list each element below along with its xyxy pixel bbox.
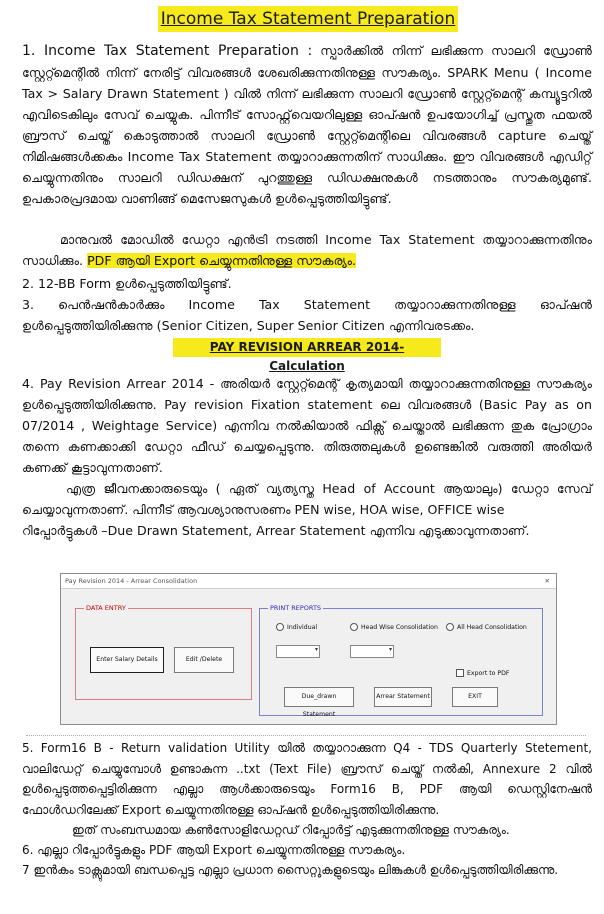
radio-individual[interactable]	[276, 623, 317, 631]
radio-head-wise-label: Head Wise Consolidation	[361, 623, 438, 631]
paragraph-4b: എത്ര ജീവനക്കാരുടെയും ( ഏത് വ്യത്യസ്ത Head of Account ആയാലും) ഡേറ്റാ സേവ് ചെയ്യാവുന്നതാണ്. പിന്നീട് ആവശ്യാനുസരണം PEN wise, HOA wise, OFFICE wise	[22, 481, 592, 517]
paragraph-4c: റിപ്പോർട്ടുകൾ –Due Drawn Statement, Arrear Statement എന്നിവ എടുക്കാവുന്നതാണ്.	[22, 523, 530, 538]
arrear-statement-button[interactable]: Arrear Statement	[374, 687, 432, 707]
data-entry-label: DATA ENTRY	[86, 604, 126, 612]
close-icon[interactable]: ✕	[544, 577, 550, 585]
paragraph-5: 5. Form16 B - Return validation Utility യിൽ തയ്യാറാക്കുന്ന Q4 - TDS Quarterly Stetement, വാലിഡേറ്റ് ചെയ്യുമ്പോൾ ഉണ്ടാകുന്ന ..txt (Text File) ബ്രൗസ് ചെയ്ത് നൽകി, Annexure 2 വിൽ ഉൾപ്പെടുത്തപ്പെട്ടിരിക്കുന്ന എല്ലാ ആൾക്കാരുടെയും Form16 B, PDF ആയി ഡെസ്റ്റിനേഷൻ ഫോൾഡറിലേക്ക് Export ചെയ്യുന്നതിനുള്ള ഓപ്ഷൻ ഉൾപ്പെടുത്തിയിരിക്കുന്നു.	[22, 741, 592, 817]
export-pdf-checkbox[interactable]	[456, 669, 509, 677]
radio-individual-label: Individual	[287, 623, 318, 631]
radio-all-head[interactable]	[446, 623, 527, 631]
chevron-down-icon: ▾	[314, 646, 318, 653]
radio-head-wise-circle[interactable]	[350, 623, 358, 631]
item-2: 2. 12-BB Form ഉൾപ്പെടുത്തിയിട്ടുണ്ട്.	[22, 276, 232, 291]
radio-head-wise[interactable]	[350, 623, 438, 631]
paragraph-1	[22, 40, 592, 240]
data-entry-group	[75, 604, 252, 700]
edit-delete-button[interactable]: Edit /Delete	[174, 647, 234, 673]
item-3: 3. പെൻഷൻകാർക്കും Income Tax Statement തയ്യാറാക്കുന്നതിനുള്ള ഓപ്ഷൻ ഉൾപ്പെടുത്തിയിരിക്കുന്നു (Senior Citizen, Super Senior Citizen എന്നിവരടക്കം.	[22, 297, 592, 333]
item-7: 7 ഇൻകം ടാക്സുമായി ബന്ധപ്പെട്ട എല്ലാ പ്രധാന സൈറ്റുകളുടെയും ലിങ്കുകൾ ഉൾപ്പെടുത്തിയിരിക്കുന്നു.	[22, 863, 559, 877]
print-reports-group	[259, 604, 543, 718]
dialog-title: Pay Revision 2014 - Arrear Consolidation	[65, 577, 198, 585]
page-title: Income Tax Statement Preparation	[158, 6, 458, 32]
print-reports-label: PRINT REPORTS	[270, 604, 322, 612]
pdf-export-highlight: PDF ആയി Export ചെയ്യുന്നതിനുള്ള സൗകര്യം.	[87, 253, 357, 268]
exit-button[interactable]: EXIT	[452, 687, 498, 707]
export-pdf-label: Export to PDF	[467, 669, 510, 677]
paragraph-4: 4. Pay Revision Arrear 2014 - അരിയർ സ്റ്റേറ്റ്മെന്റ് കൃത്യമായി തയ്യാറാക്കുന്നതിനുള്ള സൗകര്യം ഉൾപ്പെടുത്തിയിരിക്കുന്നു. Pay revision Fixation statement ലെ വിവരങ്ങൾ (Basic Pay as on 07/2014 , Weightage Service) എന്നിവ നൽകിയാൽ ഫിക്സ് ചെയ്താൽ ലഭിക്കുന്ന തുക പ്രോഗ്രാം തന്നെ കണക്കാക്കി ഡേറ്റാ ഫീഡ് ചെയ്യപ്പെടുന്നു. തിരുത്തലുകൾ ഉണ്ടെങ്കിൽ വരുത്തി അരിയർ കണക്ക് കൂട്ടാവുന്നതാണ്.	[22, 376, 592, 475]
paragraph-5b: ഇത് സംബന്ധമായ കൺസോളിഡേറ്റഡ് റിപ്പോർട്ട് എടുക്കുന്നതിനുള്ള സൗകര്യം.	[72, 823, 510, 837]
paragraph-1-manual: മാനുവൽ മോഡിൽ ഡേറ്റാ എൻട്രി നടത്തി Income Tax Statement തയ്യാറാക്കുന്നതിനും സാധിക്കും.	[22, 232, 592, 268]
divider	[26, 735, 586, 736]
radio-all-head-label: All Head Consolidation	[457, 623, 527, 631]
enter-salary-details-button[interactable]: Enter Salary Details	[90, 647, 164, 673]
chevron-down-icon: ▾	[388, 646, 392, 653]
radio-all-head-circle[interactable]	[446, 623, 454, 631]
export-pdf-check[interactable]	[456, 669, 464, 677]
radio-individual-circle[interactable]	[276, 623, 284, 631]
arrear-consolidation-dialog	[60, 573, 557, 725]
item-6: 6. എല്ലാ റിപ്പോർട്ടുകളും PDF ആയി Export ചെയ്യുന്നതിനുള്ള സൗകര്യം.	[22, 843, 406, 857]
combo-head-wise[interactable]	[350, 645, 394, 658]
paragraph-1-manual-block	[22, 229, 592, 271]
section-heading-pay-revision: PAY REVISION ARREAR 2014- Calculation	[173, 338, 441, 357]
combo-individual[interactable]	[276, 645, 320, 658]
paragraph-1-text: സ്പാർക്കിൽ നിന്ന് ലഭിക്കുന്ന സാലറി ഡ്രോൺ സ്റ്റേറ്റ്മെന്റിൽ നിന്ന് നേരിട്ട് വിവരങ്ങൾ ശേഖരിക്കുന്നതിനുള്ള സൗകര്യം. SPARK Menu ( Income Tax > Salary Drawn Statement ) വിൽ നിന്ന് ലഭിക്കുന്ന സാലറി ഡ്രോൺ സ്റ്റേറ്റ്മെന്റ് കമ്പ്യൂട്ടറിൽ എവിടെകിലും സേവ് ചെയ്യുക. പിന്നീട് സോഫ്റ്റ്‌വെയറിലുള്ള ഓപ്ഷൻ ഉപയോഗിച്ച് പ്രസ്തുത ഫയൽ ബ്രൗസ് ചെയ്ത് കൊടുത്താൽ സാലറി ഡ്രോൺ സ്റ്റേറ്റ്മെന്റിലെ വിവരങ്ങൾ capture ചെയ്ത് നിമിഷങ്ങൾക്കകം Income Tax Statement തയ്യാറാക്കുന്നതിന് സാധിക്കും. ഈ വിവരങ്ങൾ എഡിറ്റ് ചെയ്യുന്നതിനും സാലറി ഡിഡക്ഷന് പുറത്തുള്ള ഡിഡക്ഷനുകൾ നടത്താനും സൗകര്യമുണ്ട്. ഉപകാരപ്രദമായ വാണിങ്ങ് മെസേജസുകൾ ഉൾപ്പെടുത്തിയിട്ടുണ്ട്.	[22, 43, 592, 206]
paragraph-1-lead: 1. Income Tax Statement Preparation :	[22, 43, 313, 59]
due-drawn-statement-button[interactable]: Due_drawn Statement	[284, 687, 354, 707]
dialog-titlebar	[61, 574, 556, 589]
